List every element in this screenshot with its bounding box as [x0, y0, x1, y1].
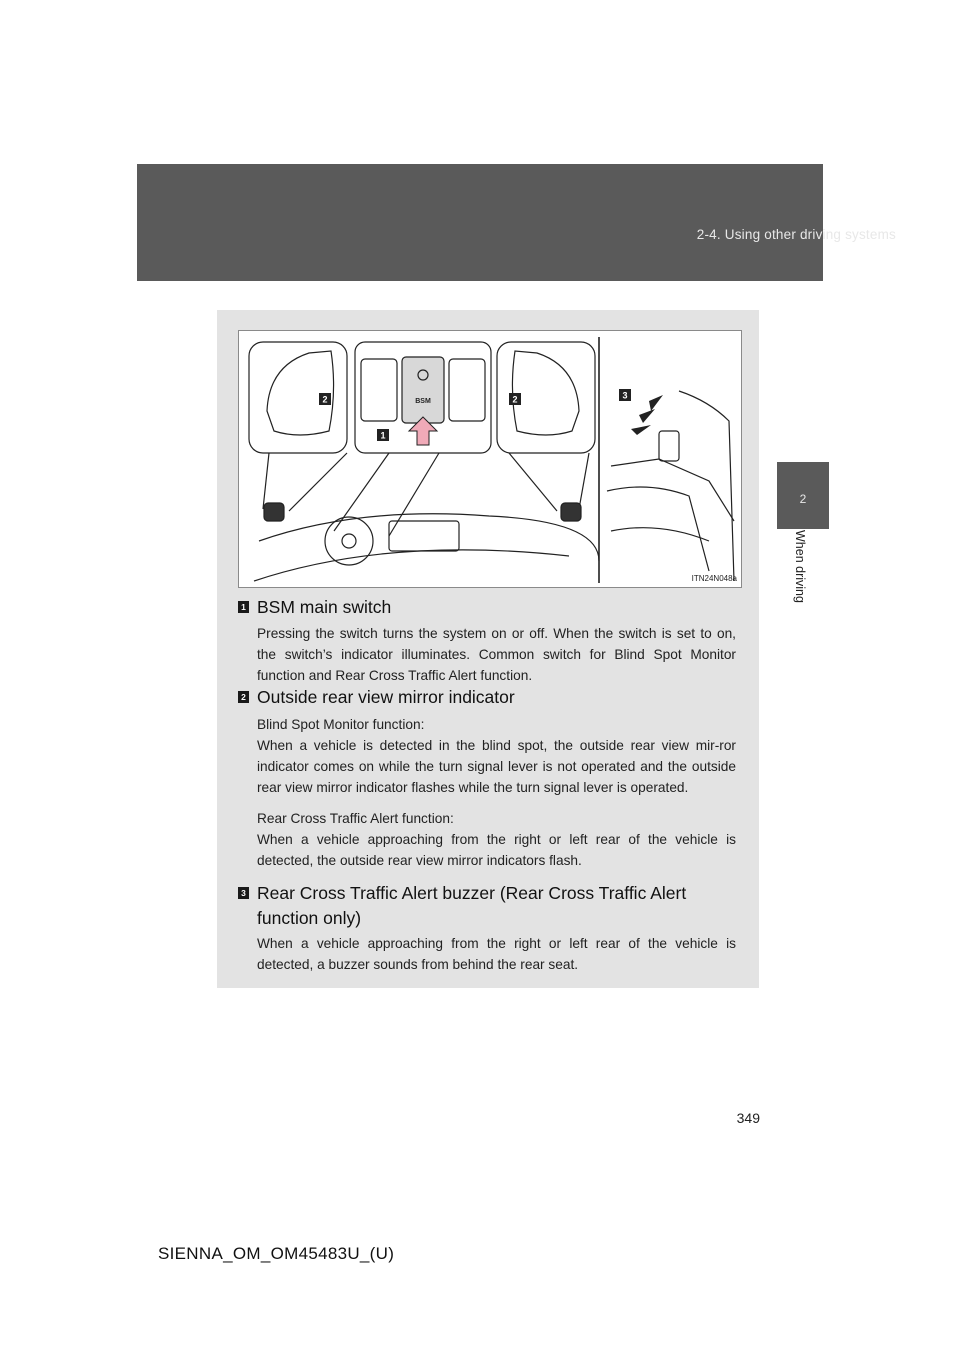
item-body: [257, 623, 736, 686]
bsm-switch-icon: [402, 357, 444, 423]
item-title: Rear Cross Traffic Alert buzzer (Rear Cross Traffic Alert function only): [257, 883, 687, 928]
item-text: When a vehicle approaching from the right or left rear of the vehicle is detected, the outside rear view mirror indicators flash.: [257, 832, 736, 868]
chapter-label: When driving: [793, 530, 807, 603]
item-paragraph: Pressing the switch turns the system on or off. When the switch is set to on, the switch’s indicator illuminates. Common switch for Blind Spot Monitor function and Rear Cross Traffic Alert function.: [257, 626, 736, 683]
chapter-tab: [777, 462, 829, 529]
item-paragraph: When a vehicle approaching from the right or left rear of the vehicle is detected, a buzzer sounds from behind the rear seat.: [257, 936, 736, 972]
item-title: Outside rear view mirror indicator: [257, 687, 515, 707]
callout-1: 1: [380, 430, 386, 441]
bsm-illustration: [238, 330, 742, 588]
illustration-drawing: [239, 331, 741, 587]
callout-2-right: 2: [512, 394, 518, 405]
callout-2-left: 2: [322, 394, 328, 405]
item-paragraph: [257, 714, 736, 798]
item-subheading: Blind Spot Monitor function:: [257, 717, 425, 732]
item-paragraph: [257, 808, 736, 871]
chapter-number: 2: [799, 492, 807, 506]
page-number: 349: [736, 1110, 760, 1126]
bsm-switch-label: BSM: [415, 398, 431, 405]
item-marker: 2: [238, 691, 249, 703]
callout-3: 3: [622, 390, 628, 401]
item-title: BSM main switch: [257, 597, 392, 617]
item-marker: 3: [238, 887, 249, 899]
section-title: 2-4. Using other driving systems: [696, 227, 896, 242]
figure-id: ITN24N048a: [691, 574, 737, 583]
sound-wave-icon: [631, 425, 651, 435]
document-id: SIENNA_OM_OM45483U_(U): [158, 1244, 395, 1263]
left-side-mirror: [264, 503, 284, 521]
rear-buzzer: [659, 431, 679, 461]
item-text: When a vehicle is detected in the blind spot, the outside rear view mir-ror indicator comes on while the turn signal lever is not operated and the outside rear view mirror indicator flashes while the turn signal lever is operated.: [257, 738, 736, 795]
right-side-mirror: [561, 503, 581, 521]
item-body: [257, 714, 736, 871]
right-mirror-icon: [512, 351, 579, 435]
item-marker: 1: [238, 601, 249, 613]
header-band: [137, 164, 823, 281]
item-body: [257, 933, 736, 975]
item-subheading: Rear Cross Traffic Alert function:: [257, 811, 454, 826]
